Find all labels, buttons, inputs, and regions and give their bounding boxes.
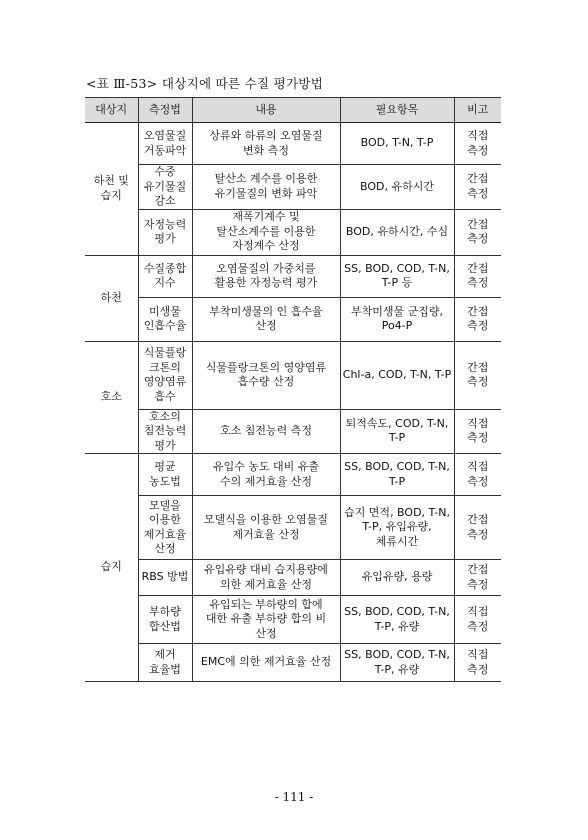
note-cell: 간접 측정 [454, 297, 501, 341]
target-cell: 호소 [85, 341, 138, 454]
table-row [85, 560, 501, 596]
content-cell: 식물플랑크톤의 영양염류 흡수량 산정 [192, 341, 340, 409]
table-row [85, 209, 501, 255]
table-row [85, 341, 501, 409]
table-row [85, 297, 501, 341]
content-cell: 호소 침전능력 측정 [192, 409, 340, 454]
water-quality-methods-table [85, 97, 501, 682]
items-cell: SS, BOD, COD, T-N, T-P, 유량 [340, 644, 454, 682]
table-row [85, 454, 501, 496]
table-row [85, 409, 501, 454]
method-cell: 수질종합 지수 [138, 255, 192, 297]
items-cell: 부착미생물 군집량, Po4-P [340, 297, 454, 341]
table-row [85, 165, 501, 210]
content-cell: 유입유량 대비 습지용량에 의한 제거효율 산정 [192, 560, 340, 596]
method-cell: RBS 방법 [138, 560, 192, 596]
items-cell: 퇴적속도, COD, T-N, T-P [340, 409, 454, 454]
table-row [85, 644, 501, 682]
target-cell: 습지 [85, 454, 138, 682]
method-cell: 모델을 이용한 제거효율 산정 [138, 496, 192, 560]
note-cell: 직접 측정 [454, 123, 501, 165]
content-cell: 유입수 농도 대비 유출 수의 제거효율 산정 [192, 454, 340, 496]
method-cell: 오염물질 거동파악 [138, 123, 192, 165]
items-cell: 습지 면적, BOD, T-N, T-P, 유입유량, 체류시간 [340, 496, 454, 560]
method-cell: 제거 효율법 [138, 644, 192, 682]
header-items: 필요항목 [340, 98, 454, 123]
table-caption: <표 Ⅲ-53> 대상지에 따른 수질 평가방법 [86, 76, 324, 91]
header-target: 대상지 [85, 98, 138, 123]
content-cell: 탈산소 계수를 이용한 유기물질의 변화 파악 [192, 165, 340, 210]
content-cell: EMC에 의한 제거효율 산정 [192, 644, 340, 682]
table-row [85, 596, 501, 644]
header-method: 측정법 [138, 98, 192, 123]
note-cell: 직접 측정 [454, 596, 501, 644]
method-cell: 수중 유기물질 감소 [138, 165, 192, 210]
items-cell: BOD, T-N, T-P [340, 123, 454, 165]
note-cell: 직접 측정 [454, 409, 501, 454]
items-cell: Chl-a, COD, T-N, T-P [340, 341, 454, 409]
header-row [85, 98, 501, 123]
table-row [85, 123, 501, 165]
content-cell: 유입되는 부하량의 합에 대한 유출 부하량 합의 비 산정 [192, 596, 340, 644]
table-row [85, 255, 501, 297]
method-cell: 평균 농도법 [138, 454, 192, 496]
table-row [85, 496, 501, 560]
content-cell: 모델식을 이용한 오염물질 제거효율 산정 [192, 496, 340, 560]
note-cell: 직접 측정 [454, 644, 501, 682]
note-cell: 간접 측정 [454, 209, 501, 255]
method-cell: 호소의 침전능력 평가 [138, 409, 192, 454]
items-cell: SS, BOD, COD, T-N, T-P [340, 454, 454, 496]
target-cell: 하천 [85, 255, 138, 341]
content-cell: 재폭기계수 및 탈산소계수를 이용한 자정계수 산정 [192, 209, 340, 255]
content-cell: 상류와 하류의 오염물질 변화 측정 [192, 123, 340, 165]
items-cell: BOD, 유하시간 [340, 165, 454, 210]
note-cell: 간접 측정 [454, 165, 501, 210]
page-number: - 111 - [274, 790, 314, 804]
header-note: 비고 [454, 98, 501, 123]
note-cell: 간접 측정 [454, 341, 501, 409]
note-cell: 간접 측정 [454, 560, 501, 596]
method-cell: 식물플랑 크톤의 영양염류 흡수 [138, 341, 192, 409]
items-cell: SS, BOD, COD, T-N, T-P, 유량 [340, 596, 454, 644]
note-cell: 직접 측정 [454, 454, 501, 496]
items-cell: SS, BOD, COD, T-N, T-P 등 [340, 255, 454, 297]
note-cell: 간접 측정 [454, 255, 501, 297]
note-cell: 간접 측정 [454, 496, 501, 560]
target-cell: 하천 및 습지 [85, 123, 138, 256]
method-cell: 부하량 합산법 [138, 596, 192, 644]
header-content: 내용 [192, 98, 340, 123]
items-cell: 유입유량, 용량 [340, 560, 454, 596]
method-cell: 자정능력 평가 [138, 209, 192, 255]
method-cell: 미생물 인흡수율 [138, 297, 192, 341]
content-cell: 오염물질의 가중치를 활용한 자정능력 평가 [192, 255, 340, 297]
items-cell: BOD, 유하시간, 수심 [340, 209, 454, 255]
content-cell: 부착미생물의 인 흡수율 산정 [192, 297, 340, 341]
